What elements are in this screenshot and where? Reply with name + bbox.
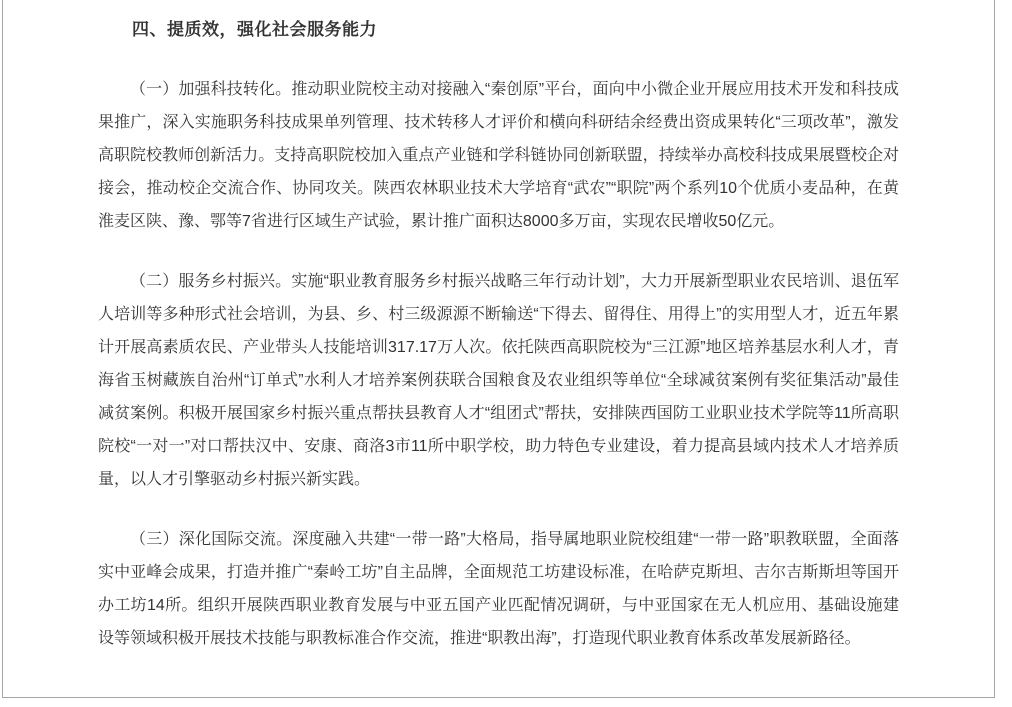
page-title: 四、提质效，强化社会服务能力	[132, 20, 377, 39]
page-container	[2, 0, 995, 698]
content-area	[3, 0, 994, 655]
paragraph-2: （二）服务乡村振兴。实施“职业教育服务乡村振兴战略三年行动计划”，大力开展新型职业农民培训、退伍军人培训等多种形式社会培训，为县、乡、村三级源源不断输送“下得去、留得住、用得上”的实用型人才，近五年累计开展高素质农民、产业带头人技能培训317.17万人次。依托陕西高职院校为“三江源”地区培养基层水利人才，青海省玉树藏族自治州“订单式”水利人才培养案例获联合国粮食及农业组织等单位“全球减贫案例有奖征集活动”最佳减贫案例。积极开展国家乡村振兴重点帮扶县教育人才“组团式”帮扶，安排陕西国防工业职业技术学院等11所高职院校“一对一”对口帮扶汉中、安康、商洛3市11所中职学校，助力特色专业建设，着力提高县域内技术人才培养质量，以人才引擎驱动乡村振兴新实践。	[98, 273, 899, 488]
paragraph-1: （一）加强科技转化。推动职业院校主动对接融入“秦创原”平台，面向中小微企业开展应用技术开发和科技成果推广，深入实施职务科技成果单列管理、技术转移人才评价和横向科研结余经费出资成果转化“三项改革”，激发高职院校教师创新活力。支持高职院校加入重点产业链和学科链协同创新联盟，持续举办高校科技成果展暨校企对接会，推动校企交流合作、协同攻关。陕西农林职业技术大学培育“武农”“职院”两个系列10个优质小麦品种，在黄淮麦区陕、豫、鄂等7省进行区域生产试验，累计推广面积达8000多万亩，实现农民增收50亿元。	[98, 81, 899, 230]
paragraph-3: （三）深化国际交流。深度融入共建“一带一路”大格局，指导属地职业院校组建“一带一路”职教联盟，全面落实中亚峰会成果，打造并推广“秦岭工坊”自主品牌，全面规范工坊建设标准，在哈萨克斯坦、吉尔吉斯斯坦等国开办工坊14所。组织开展陕西职业教育发展与中亚五国产业匹配情况调研，与中亚国家在无人机应用、基础设施建设等领域积极开展技术技能与职教标准合作交流，推进“职教出海”，打造现代职业教育体系改革发展新路径。	[98, 531, 899, 647]
